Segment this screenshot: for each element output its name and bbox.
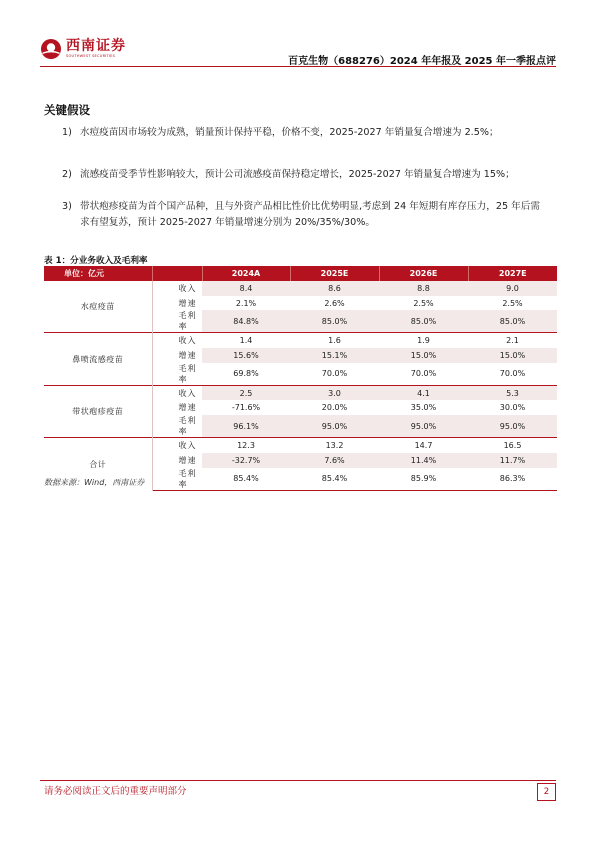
metric-cell: 毛利率: [152, 468, 202, 491]
table-row: [44, 385, 557, 400]
value-cell: 1.6: [290, 333, 379, 348]
value-cell: 95.0%: [468, 415, 557, 438]
value-cell: 70.0%: [410, 369, 437, 379]
metric-cell: 收入: [152, 438, 202, 453]
value-cell: 5.3: [468, 385, 557, 400]
header-year: 2027E: [468, 266, 557, 281]
report-title: 百克生物（688276）2024 年年报及 2025 年一季报点评: [288, 56, 556, 67]
metric-cell: 增速: [178, 455, 197, 465]
header-year: 2024A: [202, 266, 290, 281]
logo-name-cn: 西南证券: [66, 38, 126, 54]
value-cell: 85.0%: [379, 310, 468, 333]
sun-logo-icon: [40, 38, 62, 60]
value-cell: 2.6%: [324, 298, 345, 308]
value-cell: 85.4%: [202, 468, 290, 491]
metric-cell: 增速: [178, 298, 197, 308]
value-cell: 1.9: [379, 333, 468, 348]
metric-cell: 增速: [178, 403, 197, 413]
value-cell: 35.0%: [410, 403, 437, 413]
value-cell: -71.6%: [231, 403, 261, 413]
value-cell: 14.7: [379, 438, 468, 453]
assumption-item: [62, 125, 540, 141]
value-cell: 86.3%: [468, 468, 557, 491]
value-cell: 20.0%: [321, 403, 348, 413]
value-cell: 2.1%: [235, 298, 257, 308]
value-cell: -32.7%: [202, 453, 290, 468]
footer-divider: [40, 780, 556, 781]
value-cell: 16.5: [468, 438, 557, 453]
value-cell: 2.5%: [502, 298, 523, 308]
value-cell: 2.5%: [413, 298, 434, 308]
value-cell: 85.0%: [468, 310, 557, 333]
table-row: [44, 438, 557, 453]
page-number: 2: [537, 783, 556, 801]
assumption-item: [62, 167, 540, 183]
company-logo: [40, 36, 126, 62]
segment-cell: 水痘疫苗: [44, 281, 152, 333]
value-cell: 8.6: [290, 281, 379, 296]
metric-cell: 收入: [152, 385, 202, 400]
table-row: [44, 281, 557, 296]
value-cell: 2.1: [468, 333, 557, 348]
value-cell: 4.1: [379, 385, 468, 400]
footer-disclaimer: 请务必阅读正文后的重要声明部分: [44, 786, 187, 797]
metric-cell: 毛利率: [178, 416, 197, 437]
table-header-row: [44, 266, 557, 281]
value-cell: 13.2: [290, 438, 379, 453]
assumption-text: 流感疫苗受季节性影响较大，预计公司流感疫苗保持稳定增长，2025-2027 年销量复合增速为 15%；: [80, 169, 515, 180]
value-cell: 2.5: [202, 385, 290, 400]
metric-cell: 毛利率: [178, 363, 197, 384]
value-cell: 95.0%: [290, 415, 379, 438]
value-cell: 70.0%: [499, 369, 526, 379]
value-cell: 8.8: [379, 281, 468, 296]
data-source-note: 数据来源：Wind，西南证券: [44, 478, 145, 487]
value-cell: 3.0: [290, 385, 379, 400]
segment-cell: 鼻喷流感疫苗: [44, 333, 152, 385]
table-caption: 表 1：分业务收入及毛利率: [44, 256, 148, 266]
value-cell: 15.0%: [379, 348, 468, 363]
logo-name-en: SOUTHWEST SECURITIES: [66, 54, 116, 58]
value-cell: 1.4: [202, 333, 290, 348]
assumption-text: 带状疱疹疫苗为首个国产品种，且与外资产品相比性价比优势明显,考虑到 24 年短期有库存压力，25 年后需求有望复苏，预计 2025-2027 年销量增速分别为 20%/35%/30%。: [80, 201, 540, 228]
section-title: 关键假设: [44, 103, 90, 117]
value-cell: 85.0%: [290, 310, 379, 333]
value-cell: 95.0%: [379, 415, 468, 438]
value-cell: 15.1%: [290, 348, 379, 363]
header-divider: [40, 66, 556, 67]
revenue-margin-table: [44, 266, 557, 491]
value-cell: 85.9%: [379, 468, 468, 491]
assumption-item: [62, 199, 540, 231]
assumption-text: 水痘疫苗因市场较为成熟，销量预计保持平稳，价格不变，2025-2027 年销量复合增速为 2.5%；: [80, 127, 499, 138]
assumption-number: 1): [62, 127, 72, 138]
assumption-number: 3): [62, 201, 72, 212]
metric-cell: 增速: [178, 350, 197, 360]
value-cell: 84.8%: [202, 310, 290, 333]
assumption-number: 2): [62, 169, 72, 180]
header-metric: [152, 266, 202, 281]
value-cell: 15.6%: [202, 348, 290, 363]
value-cell: 70.0%: [321, 369, 348, 379]
segment-cell: 合计: [44, 438, 152, 490]
value-cell: 8.4: [202, 281, 290, 296]
value-cell: 69.8%: [233, 369, 259, 379]
value-cell: 7.6%: [290, 453, 379, 468]
header-unit: 单位：亿元: [44, 266, 152, 281]
value-cell: 11.4%: [379, 453, 468, 468]
value-cell: 11.7%: [468, 453, 557, 468]
table-row: [44, 333, 557, 348]
metric-cell: 毛利率: [178, 311, 197, 332]
metric-cell: 收入: [178, 283, 197, 293]
header-year: 2026E: [379, 266, 468, 281]
value-cell: 15.0%: [468, 348, 557, 363]
value-cell: 9.0: [468, 281, 557, 296]
metric-cell: 收入: [152, 333, 202, 348]
value-cell: 85.4%: [290, 468, 379, 491]
segment-cell: 带状疱疹疫苗: [44, 385, 152, 437]
value-cell: 12.3: [202, 438, 290, 453]
value-cell: 96.1%: [202, 415, 290, 438]
header-year: 2025E: [290, 266, 379, 281]
value-cell: 30.0%: [499, 403, 526, 413]
